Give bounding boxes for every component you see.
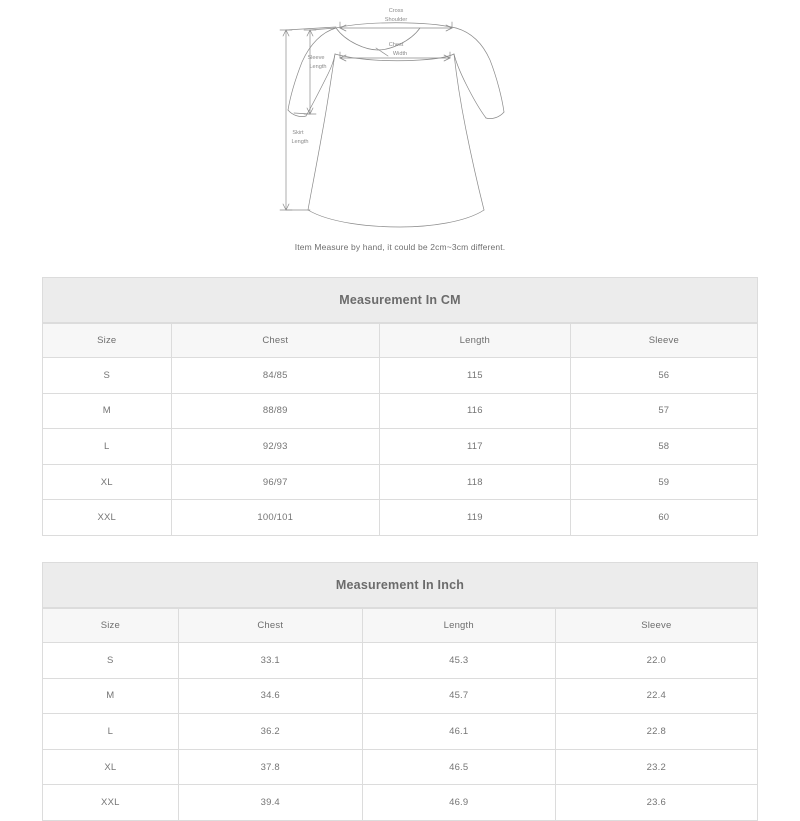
- table-row: [43, 394, 757, 430]
- column-header-length: Length: [380, 324, 571, 358]
- table-row: [43, 358, 757, 394]
- table-header-row: [43, 609, 757, 643]
- inch-table-title: Measurement In Inch: [42, 562, 758, 608]
- measurement-cm-table-block: [42, 277, 758, 536]
- cell-length: 46.9: [363, 785, 556, 820]
- table-row: [43, 785, 757, 820]
- cell-size: M: [43, 679, 179, 715]
- cell-sleeve: 57: [571, 394, 757, 430]
- column-header-length: Length: [363, 609, 556, 643]
- column-header-chest: Chest: [172, 324, 380, 358]
- column-header-chest: Chest: [179, 609, 363, 643]
- column-header-sleeve: Sleeve: [556, 609, 757, 643]
- cell-length: 46.1: [363, 714, 556, 750]
- cell-length: 115: [380, 358, 571, 394]
- cell-size: S: [43, 358, 172, 394]
- label-skirt-length-line1: Skirt: [292, 130, 304, 136]
- column-header-sleeve: Sleeve: [571, 324, 757, 358]
- table-header-row: [43, 324, 757, 358]
- table-row: [43, 679, 757, 715]
- table-row: [43, 643, 757, 679]
- cell-sleeve: 56: [571, 358, 757, 394]
- label-cross-shoulder-line2: Shoulder: [384, 17, 408, 23]
- cell-size: L: [43, 429, 172, 465]
- label-cross-shoulder-line1: Cross: [388, 8, 404, 14]
- cell-length: 45.3: [363, 643, 556, 679]
- cell-sleeve: 22.4: [556, 679, 757, 715]
- cell-sleeve: 58: [571, 429, 757, 465]
- measurement-cm-table: [42, 323, 758, 536]
- cell-size: XXL: [43, 785, 179, 820]
- dress-diagram-svg: [270, 2, 530, 234]
- cell-size: XL: [43, 465, 172, 501]
- cell-chest: 96/97: [172, 465, 380, 501]
- label-chest-width-line2: Width: [392, 51, 408, 57]
- table-row: [43, 429, 757, 465]
- cell-size: L: [43, 714, 179, 750]
- table-row: [43, 500, 757, 535]
- cell-sleeve: 22.0: [556, 643, 757, 679]
- cell-sleeve: 22.8: [556, 714, 757, 750]
- cell-size: XL: [43, 750, 179, 786]
- label-sleeve-length-line2: Length: [309, 64, 327, 70]
- diagram-section: [0, 0, 800, 252]
- dress-measurement-diagram: [270, 2, 530, 234]
- table-row: [43, 750, 757, 786]
- cell-chest: 33.1: [179, 643, 363, 679]
- cell-chest: 36.2: [179, 714, 363, 750]
- measurement-inch-table: [42, 608, 758, 821]
- cell-size: M: [43, 394, 172, 430]
- cell-length: 118: [380, 465, 571, 501]
- cell-chest: 100/101: [172, 500, 380, 535]
- cell-chest: 39.4: [179, 785, 363, 820]
- label-skirt-length-line2: Length: [291, 139, 309, 145]
- cell-sleeve: 59: [571, 465, 757, 501]
- measurement-disclaimer-caption: Item Measure by hand, it could be 2cm~3cm different.: [294, 242, 506, 252]
- cell-length: 119: [380, 500, 571, 535]
- label-chest-width-line1: Chest: [388, 42, 404, 48]
- cell-sleeve: 23.2: [556, 750, 757, 786]
- cell-chest: 84/85: [172, 358, 380, 394]
- neckline-path: [336, 28, 420, 50]
- label-sleeve-length-line1: Sleeve: [307, 55, 325, 61]
- cell-chest: 37.8: [179, 750, 363, 786]
- column-header-size: Size: [43, 324, 172, 358]
- cell-length: 116: [380, 394, 571, 430]
- cell-sleeve: 23.6: [646, 797, 666, 809]
- cell-chest: 88/89: [172, 394, 380, 430]
- column-header-size: Size: [43, 609, 179, 643]
- cell-length: 46.5: [363, 750, 556, 786]
- cm-table-title: Measurement In CM: [42, 277, 758, 323]
- table-row: [43, 714, 757, 750]
- measurement-inch-table-block: [42, 562, 758, 821]
- cell-chest: 92/93: [172, 429, 380, 465]
- cell-sleeve: 60: [658, 512, 670, 524]
- cell-chest: 34.6: [179, 679, 363, 715]
- cell-length: 117: [380, 429, 571, 465]
- cell-size: S: [43, 643, 179, 679]
- table-row: [43, 465, 757, 501]
- cell-length: 45.7: [363, 679, 556, 715]
- cell-size: XXL: [43, 500, 172, 535]
